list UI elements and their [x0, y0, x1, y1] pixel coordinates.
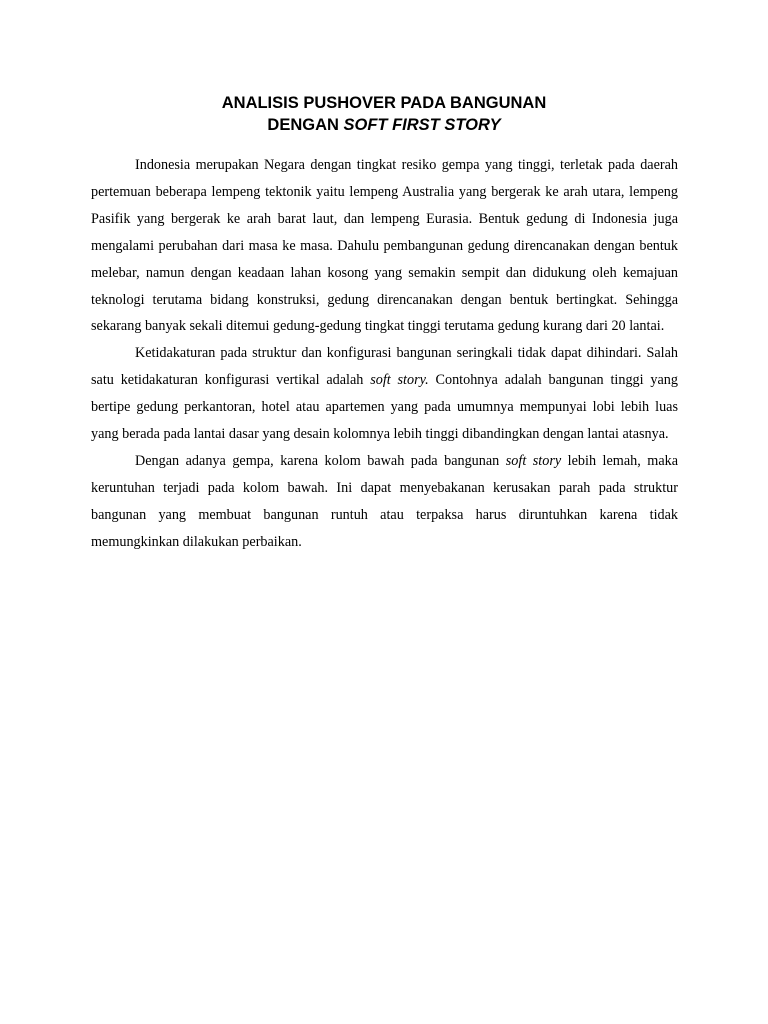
- paragraph-2: [91, 340, 678, 448]
- title-line-2: [0, 114, 768, 136]
- paragraph-1-text: Indonesia merupakan Negara dengan tingkat resiko gempa yang tinggi, terletak pada daerah pertemuan beberapa lempeng tektonik yaitu lempeng Australia yang bergerak ke arah utara, lempeng Pasifik yang bergerak ke arah barat laut, dan lempeng Eurasia. Bentuk gedung di Indonesia juga mengalami perubahan dari masa ke masa. Dahulu pembangunan gedung direncanakan dengan bentuk melebar, namun dengan keadaan lahan kosong yang semakin sempit dan didukung oleh kemajuan teknologi terutama bidang konstruksi, gedung direncanakan dengan bentuk bertingkat. Sehingga sekarang banyak sekali ditemui gedung-gedung tingkat tinggi terutama gedung kurang dari 20 lantai.: [91, 157, 678, 335]
- title-line-2-prefix: DENGAN: [267, 116, 344, 134]
- paragraph-2-text-a: Ketidakaturan pada struktur dan konfigurasi bangunan seringkali tidak dapat dihindari. Salah satu ketidakaturan konfigurasi vertikal adalah: [91, 345, 678, 389]
- paragraph-3-term-soft-story: soft story: [505, 452, 562, 469]
- paragraph-1: [91, 152, 678, 340]
- document-title: [0, 92, 768, 136]
- paragraph-2-text-b: Contohnya adalah bangunan tinggi yang bertipe gedung perkantoran, hotel atau apartemen yang pada umumnya mempunyai lobi lebih luas yang berada pada lantai dasar yang desain kolomnya lebih tinggi dibandingkan dengan lantai atasnya.: [91, 372, 678, 443]
- paragraph-3-text-a: Dengan adanya gempa, karena kolom bawah pada bangunan: [135, 452, 506, 469]
- document-body: [91, 152, 678, 556]
- paragraph-2-term-soft-story: soft story.: [370, 372, 429, 389]
- title-line-1: ANALISIS PUSHOVER PADA BANGUNAN: [221, 94, 547, 112]
- title-line-2-italic: SOFT FIRST STORY: [343, 116, 501, 134]
- paragraph-3-text-b: lebih lemah, maka keruntuhan terjadi pada kolom bawah. Ini dapat menyebakanan kerusakan parah pada struktur bangunan yang membuat bangunan runtuh atau terpaksa harus diruntuhkan karena tidak memungkinkan dilakukan perbaikan.: [91, 452, 679, 550]
- paragraph-3: [91, 448, 678, 556]
